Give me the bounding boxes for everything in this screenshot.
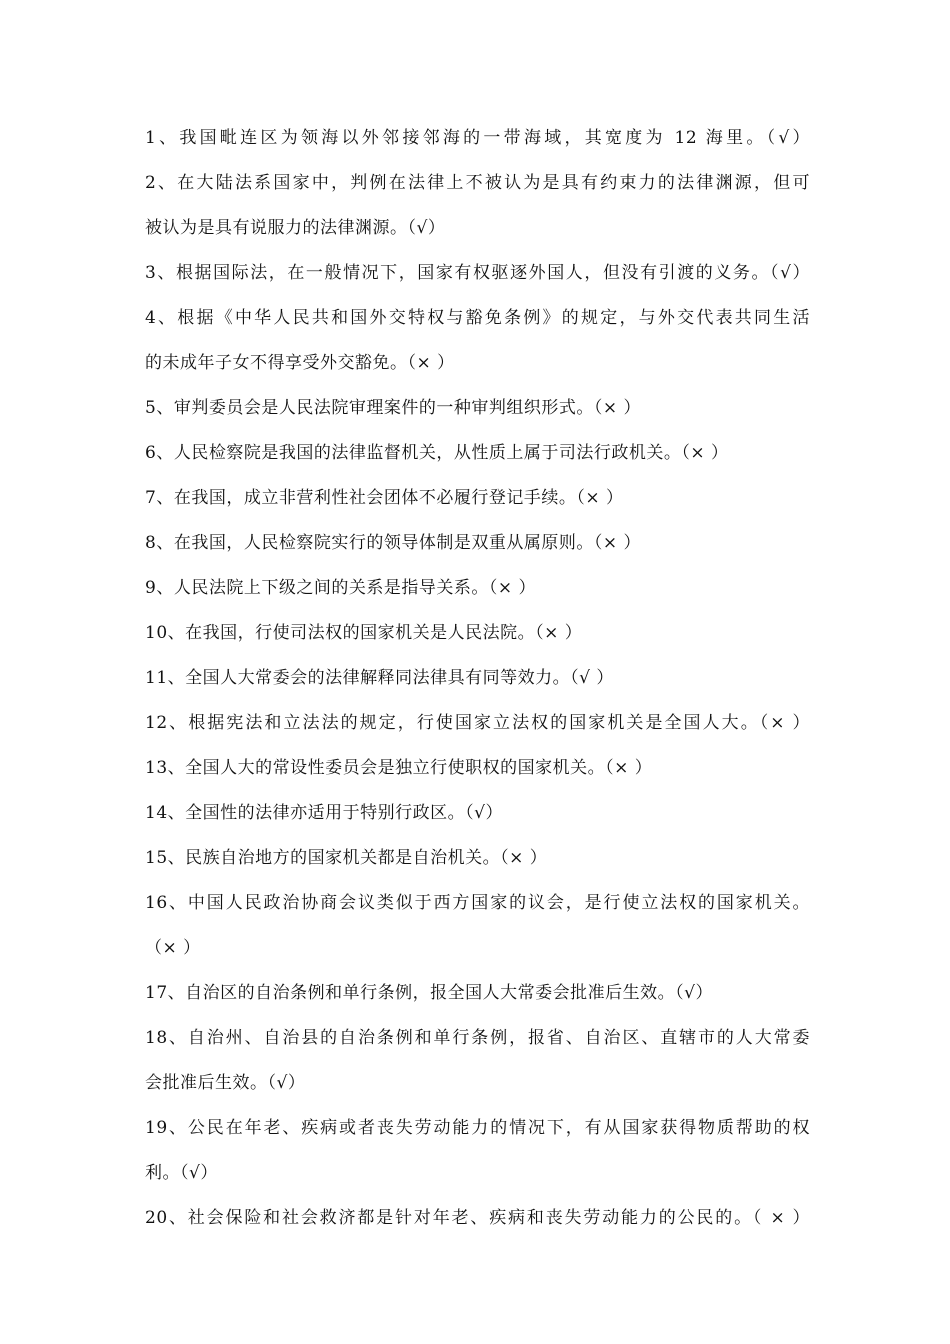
text-line: 17、自治区的自治条例和单行条例，报全国人大常委会批准后生效。（√） [145,983,713,1003]
text-line: 2、在大陆法系国家中，判例在法律上不被认为是具有约束力的法律渊源，但可 [145,173,810,193]
text-line: 6、人民检察院是我国的法律监督机关，从性质上属于司法行政机关。（× ） [145,443,729,463]
text-line: 14、全国性的法律亦适用于特别行政区。（√） [145,803,503,823]
text-line: 7、在我国，成立非营利性社会团体不必履行登记手续。（× ） [145,488,624,508]
text-line: 13、全国人大的常设性委员会是独立行使职权的国家机关。（× ） [145,758,653,778]
text-line: 9、人民法院上下级之间的关系是指导关系。（× ） [145,578,536,598]
text-line: 8、在我国，人民检察院实行的领导体制是双重从属原则。（× ） [145,533,641,553]
text-line: 的未成年子女不得享受外交豁免。（× ） [145,353,455,373]
text-line: （× ） [145,938,201,958]
text-line: 18、自治州、自治县的自治条例和单行条例，报省、自治区、直辖市的人大常委 [145,1028,810,1048]
text-line: 利。（√） [145,1163,218,1183]
document-body [145,116,810,1241]
text-line: 19、公民在年老、疾病或者丧失劳动能力的情况下，有从国家获得物质帮助的权 [145,1118,810,1138]
text-line: 会批准后生效。（√） [145,1073,306,1093]
text-line: 12、根据宪法和立法法的规定，行使国家立法权的国家机关是全国人大。（× ） [145,713,810,733]
text-line: 5、审判委员会是人民法院审理案件的一种审判组织形式。（× ） [145,398,641,418]
text-line: 1、我国毗连区为领海以外邻接邻海的一带海域，其宽度为 12 海里。（√） [145,128,810,148]
text-line: 11、全国人大常委会的法律解释同法律具有同等效力。（√ ） [145,668,614,688]
text-line: 3、根据国际法，在一般情况下，国家有权驱逐外国人，但没有引渡的义务。（√） [145,263,810,283]
text-line: 20、社会保险和社会救济都是针对年老、疾病和丧失劳动能力的公民的。（ × ） [145,1208,810,1228]
text-line: 16、中国人民政治协商会议类似于西方国家的议会，是行使立法权的国家机关。 [145,893,810,913]
text-line: 15、民族自治地方的国家机关都是自治机关。（× ） [145,848,548,868]
text-line: 10、在我国，行使司法权的国家机关是人民法院。（× ） [145,623,583,643]
text-line: 4、根据《中华人民共和国外交特权与豁免条例》的规定，与外交代表共同生活 [145,308,810,328]
text-line: 被认为是具有说服力的法律渊源。（√） [145,218,446,238]
